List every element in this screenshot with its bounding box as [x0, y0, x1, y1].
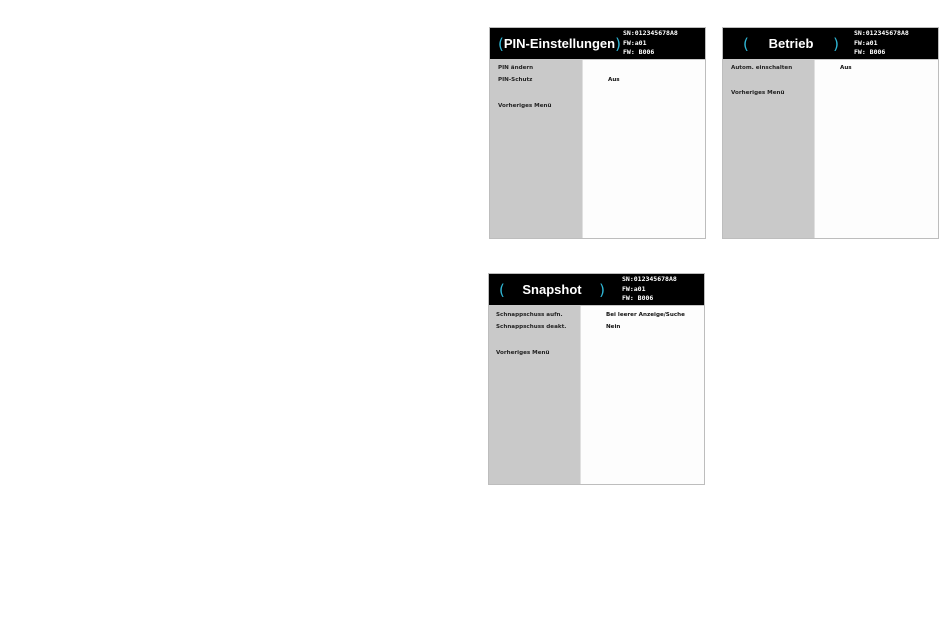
firmware-version: FW:a01: [622, 284, 646, 293]
firmware-version: FW:a01: [854, 38, 878, 47]
menu-title: Snapshot: [522, 282, 582, 297]
firmware-build: FW: B006: [623, 48, 655, 57]
snapshot-capture-value[interactable]: Bei leerer Anzeige/Suche: [606, 312, 685, 318]
right-arrow-icon[interactable]: ): [599, 280, 605, 299]
menu-item-change-pin[interactable]: PIN ändern: [498, 65, 534, 71]
value-panel: [582, 60, 705, 238]
firmware-build: FW: B006: [622, 294, 654, 303]
snapshot-menu: [488, 273, 705, 485]
menu-title: PIN-Einstellungen: [503, 36, 616, 51]
pin-protection-value[interactable]: Aus: [608, 77, 620, 83]
menu-title-bar: [723, 28, 847, 59]
value-panel: [814, 60, 938, 238]
menu-item-auto-power-on[interactable]: Autom. einschalten: [731, 65, 793, 71]
menu-header: [723, 28, 938, 59]
snapshot-disable-value[interactable]: Nein: [606, 324, 621, 330]
serial-number: SN:012345678A8: [623, 29, 678, 37]
menu-title-bar: [489, 274, 613, 305]
menu-header: [490, 28, 705, 59]
left-arrow-icon[interactable]: (: [499, 280, 505, 299]
firmware-build: FW: B006: [854, 48, 886, 57]
menu-item-snapshot-capture[interactable]: Schnappschuss aufn.: [496, 312, 563, 318]
value-panel: [580, 306, 704, 484]
menu-title-bar: [490, 28, 621, 59]
serial-number: SN:012345678A8: [622, 275, 677, 283]
menu-item-previous-menu[interactable]: Vorheriges Menü: [496, 350, 550, 356]
firmware-version: FW:a01: [623, 38, 647, 47]
right-arrow-icon[interactable]: ): [615, 34, 621, 53]
menu-item-pin-protection[interactable]: PIN-Schutz: [498, 77, 533, 83]
device-info: [623, 29, 678, 58]
device-info: [854, 29, 909, 58]
serial-number: SN:012345678A8: [854, 29, 909, 37]
menu-item-snapshot-disable[interactable]: Schnappschuss deakt.: [496, 324, 567, 330]
left-arrow-icon[interactable]: (: [743, 34, 749, 53]
right-arrow-icon[interactable]: ): [833, 34, 839, 53]
menu-header: [489, 274, 704, 305]
pin-settings-menu: [489, 27, 706, 239]
menu-item-previous-menu[interactable]: Vorheriges Menü: [731, 90, 785, 96]
operation-menu: [722, 27, 939, 239]
menu-title: Betrieb: [768, 36, 814, 51]
menu-item-previous-menu[interactable]: Vorheriges Menü: [498, 103, 552, 109]
left-arrow-icon[interactable]: (: [498, 34, 504, 53]
device-info: [622, 275, 677, 304]
auto-power-on-value[interactable]: Aus: [840, 65, 852, 71]
